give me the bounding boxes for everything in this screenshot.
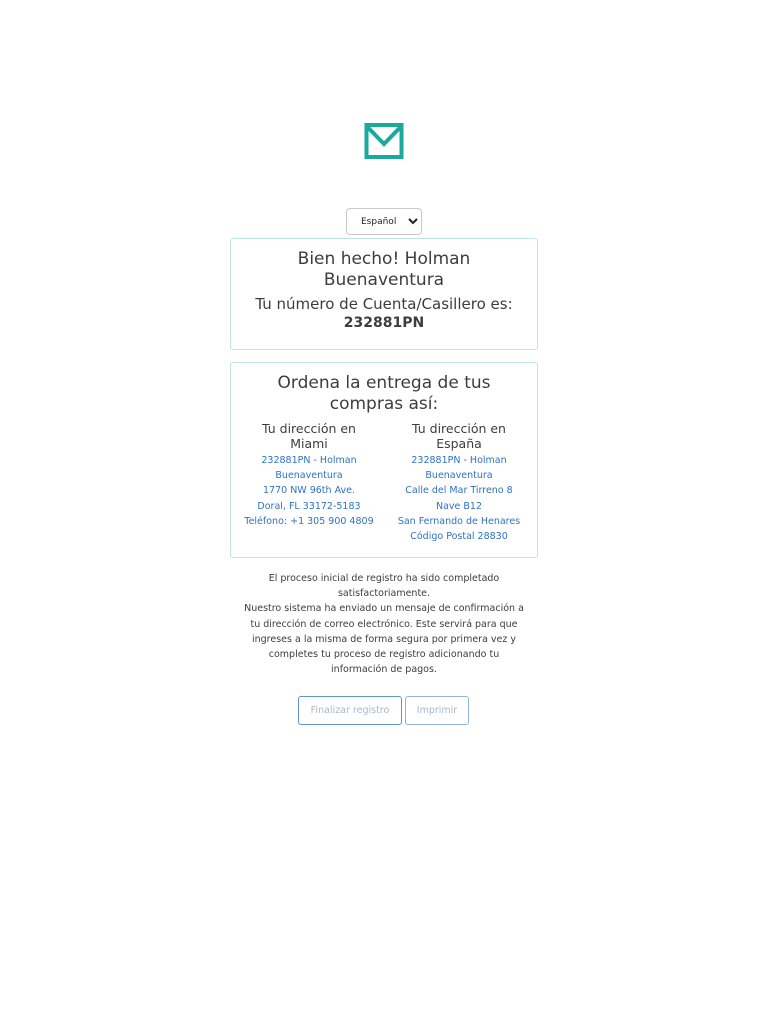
confirmation-email-message: Nuestro sistema ha enviado un mensaje de confirmación a tu dirección de correo electrónico. Este servirá para que ingreses a la misma de forma segura por primera vez y completes tu proceso de registro adicionando tu información de pagos. bbox=[244, 603, 524, 676]
registration-info-text bbox=[240, 571, 528, 677]
spain-address-line: San Fernando de Henares bbox=[397, 515, 521, 527]
welcome-card bbox=[230, 238, 538, 350]
spain-address-line: 232881PN - Holman bbox=[411, 455, 507, 466]
addresses-title: Ordena la entrega de tus compras así: bbox=[277, 373, 491, 414]
spain-address-heading: Tu dirección en España bbox=[412, 421, 506, 451]
welcome-title: Bien hecho! Holman Buenaventura bbox=[297, 249, 471, 290]
finish-registration-button[interactable]: Finalizar registro bbox=[298, 696, 402, 725]
spain-address-line: Calle del Mar Tirreno 8 bbox=[405, 485, 513, 497]
spain-address-line: Buenaventura bbox=[425, 470, 493, 482]
envelope-icon bbox=[364, 122, 404, 160]
spain-address-line: Nave B12 bbox=[435, 500, 483, 512]
miami-address-line: 232881PN - Holman bbox=[261, 455, 357, 466]
account-number-label: Tu número de Cuenta/Casillero es: bbox=[255, 295, 513, 313]
miami-address-line: Buenaventura bbox=[275, 470, 343, 482]
miami-address-column bbox=[234, 421, 384, 529]
print-button[interactable]: Imprimir bbox=[405, 696, 469, 725]
miami-address-heading: Tu dirección en Miami bbox=[262, 421, 356, 451]
account-number: 232881PN bbox=[343, 315, 425, 331]
spain-address-column bbox=[384, 421, 534, 544]
miami-address-phone: Teléfono: +1 305 900 4809 bbox=[244, 515, 374, 527]
miami-address-line: 1770 NW 96th Ave. bbox=[263, 485, 355, 497]
registration-complete-message: El proceso inicial de registro ha sido completado satisfactoriamente. bbox=[268, 573, 500, 600]
miami-address-line: Doral, FL 33172-5183 bbox=[257, 500, 361, 512]
addresses-card bbox=[230, 362, 538, 558]
spain-address-line: Código Postal 28830 bbox=[410, 531, 508, 543]
language-select[interactable] bbox=[346, 208, 422, 235]
